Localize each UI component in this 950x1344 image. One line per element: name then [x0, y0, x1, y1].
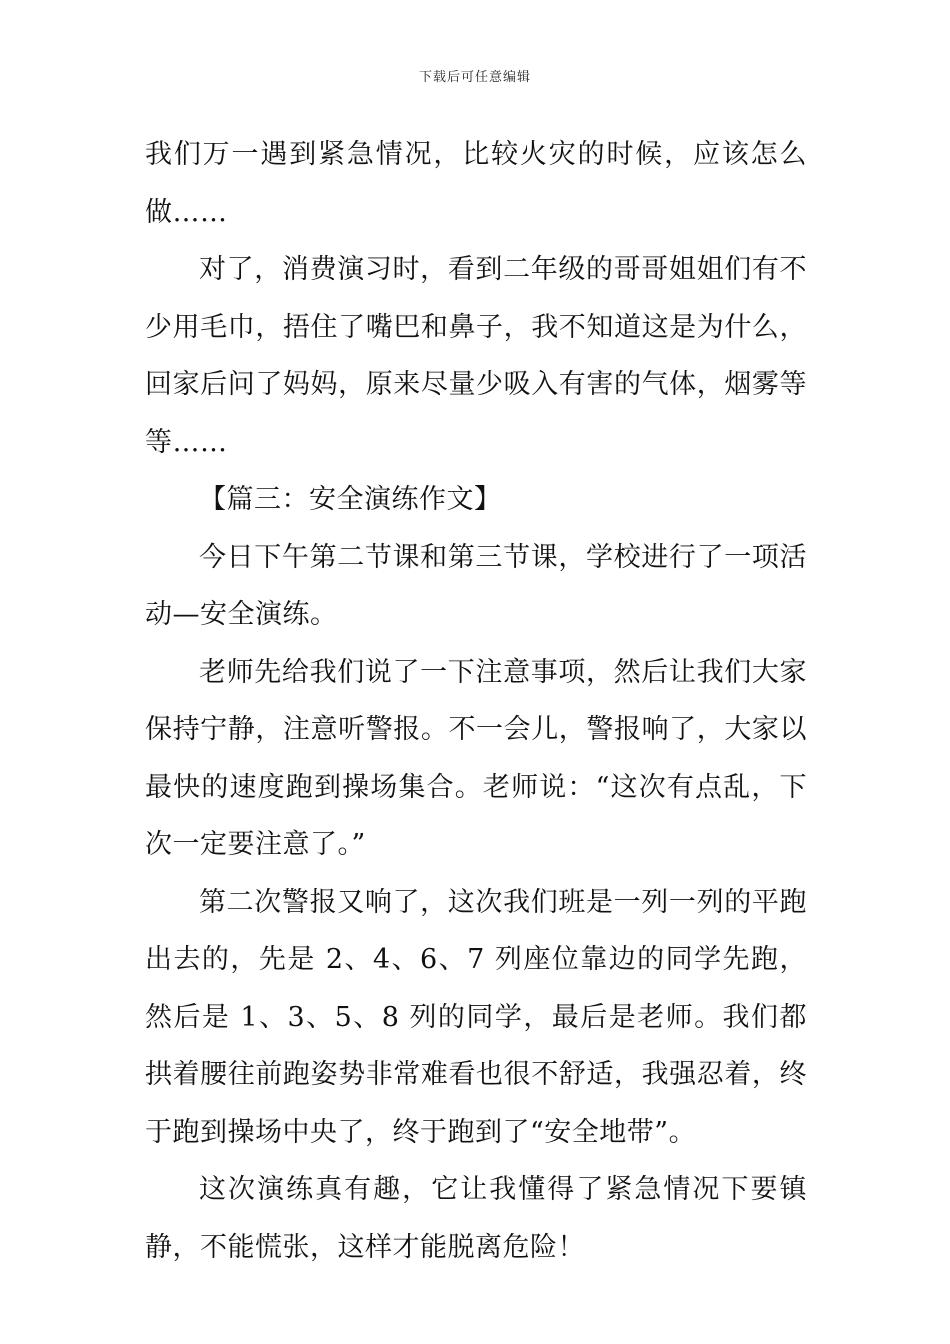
- section-heading: 【篇三：安全演练作文】: [199, 484, 502, 515]
- paragraph-5: 老师先给我们说了一下注意事项，然后让我们大家保持宁静，注意听警报。不一会儿，警报响了，大家以最快的速度跑到操场集合。老师说：“这次有点乱，下次一定要注意了。”: [145, 656, 807, 860]
- paragraph-2: 对了，消费演习时，看到二年级的哥哥姐姐们有不少用毛巾，捂住了嘴巴和鼻子，我不知道这是为什么，回家后问了妈妈，原来尽量少吸入有害的气体，烟雾等等……: [145, 254, 807, 458]
- paragraph-1: 我们万一遇到紧急情况，比较火灾的时候，应该怎么做……: [145, 139, 807, 228]
- document-body: [145, 126, 807, 1276]
- paragraph-7: 这次演练真有趣，它让我懂得了紧急情况下要镇静，不能慌张，这样才能脱离危险！: [145, 1174, 807, 1263]
- page-header-note: 下载后可任意编辑: [418, 70, 531, 85]
- paragraph-6: 第二次警报又响了，这次我们班是一列一列的平跑出去的，先是 2、4、6、7 列座位靠边的同学先跑，然后是 1、3、5、8 列的同学，最后是老师。我们都拱着腰往前跑姿势非常难看也很不舒适，我强忍着，终于跑到操场中央了，终于跑到了“安全地带”。: [145, 886, 807, 1148]
- paragraph-4: 今日下午第二节课和第三节课，学校进行了一项活动—安全演练。: [145, 541, 807, 630]
